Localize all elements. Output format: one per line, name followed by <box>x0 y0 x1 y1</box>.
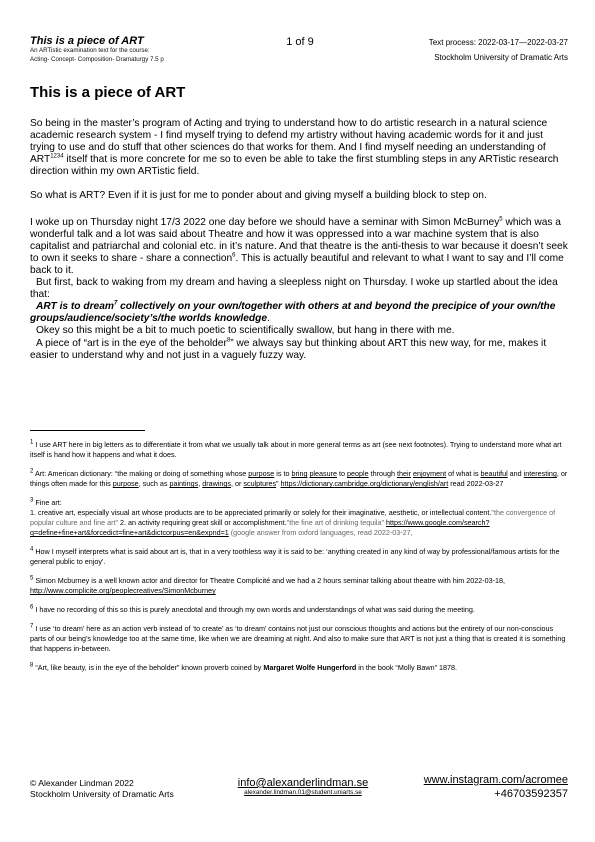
footnote-text: of what is <box>446 469 481 478</box>
quote-text-a: ART is to dream <box>36 301 114 313</box>
page-title: This is a piece of ART <box>30 84 186 101</box>
footnote-text: 2. an activity requiring great skill or accomplishment. <box>118 518 287 527</box>
footnote-text: , or <box>231 479 244 488</box>
paragraph-6 <box>30 338 570 362</box>
footnote-text: ” <box>276 479 281 488</box>
header-institution: Stockholm University of Dramatic Arts <box>434 53 568 62</box>
p6-text-a: A piece of “art is in the eye of the beholder <box>36 337 227 349</box>
footnote-number: 6 <box>30 604 34 611</box>
footnote-text: read 2022-03-27 <box>448 479 504 488</box>
footnote-text: I use ‘to dream’ here as an action verb instead of ‘to create’ as ‘to dream’ contains not just our conscious thoughts and actions but the entirety of our non-conscious parts of our being’s knowledge too at the same time, like when we are dreaming at night. And also to make sure that ART is not just a thing that is created it is something that happens in-between. <box>30 624 566 653</box>
footnote-number: 4 <box>30 546 34 553</box>
footnote-text: Art: American dictionary: “the making or doing of something whose <box>33 469 249 478</box>
p3-footnote-ref-5[interactable]: 5 <box>499 216 503 223</box>
page-indicator: 1 of 9 <box>286 36 314 48</box>
instagram-link[interactable]: www.instagram.com/acromee <box>423 774 568 786</box>
footnote-text: is to <box>274 469 292 478</box>
footnote-separator <box>30 430 145 431</box>
dictionary-link[interactable]: drawings <box>202 479 231 488</box>
footnote-number: 8 <box>30 662 34 669</box>
p6-text-b: ” we always say but thinking about ART this new way, for me, makes it easier to understand why and not just in a vaguely fuzzy way. <box>30 337 547 361</box>
header-right <box>348 35 568 65</box>
p6-footnote-ref[interactable]: 8 <box>226 337 231 344</box>
p3-footnote-ref-6[interactable]: 6 <box>232 252 236 259</box>
dictionary-link[interactable]: pleasure <box>309 469 338 478</box>
footnote-6 <box>30 605 570 615</box>
example-text: "the convergence of popular culture and fine art" <box>30 508 556 527</box>
dictionary-link[interactable]: bring <box>291 469 308 478</box>
footnote-text: to <box>337 469 348 478</box>
footnote-5 <box>30 576 570 596</box>
dictionary-link[interactable]: sculptures <box>243 479 277 488</box>
paragraph-3 <box>30 217 570 277</box>
p1-text-b: itself that is more concrete for me so to even be able to take the first stumbling steps in any ARTistic research direction within my own ARTistic field. <box>30 154 559 178</box>
footnote-number: 7 <box>30 623 34 630</box>
footnotes <box>30 440 570 682</box>
complicite-url-link[interactable]: http://www.complicite.org/peoplecreatives/SimonMcburney <box>30 586 216 595</box>
example-text: "the fine art of drinking tequila" <box>286 518 385 527</box>
footer-copyright: © Alexander Lindman 2022 <box>30 778 134 788</box>
header-title: This is a piece of ART <box>30 35 144 47</box>
footnote-text: “Art, like beauty, is in the eye of the beholder” known proverb coined by <box>33 663 264 672</box>
source-note: (google answer from oxford languages, read 2022-03-27, <box>228 528 413 537</box>
quote-definition <box>30 301 570 325</box>
header-subtitle-2: Acting- Concept- Composition- Dramaturgy 7.5 p <box>30 55 164 63</box>
footnote-text: through <box>368 469 397 478</box>
dictionary-link[interactable]: purpose <box>112 479 139 488</box>
footnote-text: How I myself interprets what is said about art is, that in a very toothless way it is said to be: ‘anything created in any kind of way by professional/famous artists for the general public to enjoy’. <box>30 547 560 566</box>
footnote-number: 3 <box>30 497 34 504</box>
body-text <box>30 118 570 362</box>
footnote-number: 5 <box>30 575 34 582</box>
p3-text-c: . This is actually beautiful and relevant to what I want to say and I’ll come back to it. <box>30 252 564 276</box>
footnote-text: Simon Mcburney is a well known actor and director for Theatre Complicité and we had a 2 hours seminar talking about theatre with him 2022-03-18, <box>33 576 506 585</box>
header-process-dates: Text process: 2022-03-17—2022-03-27 <box>428 38 568 47</box>
header-left <box>30 35 250 64</box>
quote-text-b: collectively on your own/together with others at and beyond the precipice of your own/the groups/audience/society’s/the worlds knowledge <box>30 301 556 325</box>
header-subtitle-1: An ARTistic examination text for the course: <box>30 47 150 54</box>
paragraph-5: Okey so this might be a bit to much poetic to scientifically swallow, but hang in there with me. <box>36 325 455 337</box>
quote-footnote-ref[interactable]: 7 <box>113 300 118 307</box>
footnote-2 <box>30 469 570 489</box>
paragraph-1 <box>30 118 570 178</box>
footnote-7 <box>30 624 570 654</box>
dictionary-link[interactable]: enjoyment <box>412 469 447 478</box>
dictionary-link[interactable]: purpose <box>248 469 275 478</box>
dictionary-link[interactable]: interesting <box>523 469 557 478</box>
phone-number: +46703592357 <box>494 788 568 800</box>
footnote-text: 1. creative art, especially visual art whose products are to be appreciated primarily or solely for their imaginative, aesthetic, or intellectual content. <box>30 508 492 517</box>
author-name: Margaret Wolfe Hungerford <box>263 663 357 672</box>
footnote-text: I use ART here in big letters as to differentiate it from what we usually talk about in more general terms as art (see next footnotes). Trying to understand more what art itself is hand how it happens and what it does. <box>30 440 562 459</box>
footnote-text: , or things often made for this <box>30 469 568 488</box>
footnote-number: 2 <box>30 468 34 475</box>
footer-center <box>228 777 378 796</box>
footnote-text: , <box>198 479 203 488</box>
footnote-number: 1 <box>30 439 34 446</box>
footnote-text: Fine art: <box>33 498 62 507</box>
dictionary-link[interactable]: paintings <box>169 479 199 488</box>
footnote-text: in the book “Molly Bawn” 1878. <box>356 663 457 672</box>
p3-text-b: which was a wonderful talk and a lot was said about Theatre and how it was oppressed into a war machine system that is also capitalist and patriarchal and colonial etc. in it’s nature. And that theatre is the anti-thesis to war because it doesn’t seek to own it seeks to share - share a connection <box>30 216 568 264</box>
footnote-4 <box>30 547 570 567</box>
p1-text-a: So being in the master’s program of Acting and trying to understand how to do artistic research in a natural science academic research system - I find myself trying to defend my artistry without having academic words for it and just trying to use and do stuff that other sciences do that works for them. And I find myself needing an understanding of ART <box>30 118 548 166</box>
p3-text-a: I woke up on Thursday night 17/3 2022 one day before we should have a seminar with Simon McBurney <box>30 216 500 228</box>
footnote-8 <box>30 663 570 673</box>
student-email-link[interactable]: alexander.lindman.01@student.uniarts.se <box>244 789 362 796</box>
p1-footnote-ref[interactable]: 1234 <box>50 153 64 160</box>
footnote-text: I have no recording of this so this is purely anecdotal and through my own words and understandings of what was said during the meeting. <box>33 605 475 614</box>
email-link[interactable]: info@alexanderlindman.se <box>237 777 369 789</box>
footer-institution: Stockholm University of Dramatic Arts <box>30 788 174 799</box>
paragraph-2: So what is ART? Even if it is just for me to ponder about and giving myself a building block to step on. <box>30 190 487 202</box>
dictionary-link[interactable]: their <box>396 469 411 478</box>
footnote-3 <box>30 498 570 538</box>
footnote-text: and <box>507 469 524 478</box>
paragraph-4: But first, back to waking from my dream and having a sleepless night on Thursday. I woke up startled about the idea that: <box>30 277 558 301</box>
footer-left <box>30 778 174 799</box>
footnote-1 <box>30 440 570 460</box>
footer-right <box>424 773 568 801</box>
dictionary-link[interactable]: people <box>347 469 369 478</box>
footnote-text: , such as <box>138 479 170 488</box>
quote-end: . <box>267 313 270 325</box>
google-url-link[interactable]: https://www.google.com/search?q=define+fine+art&forcedict=fine+art&dictcorpus=en&expnd=1 <box>30 518 490 537</box>
dictionary-link[interactable]: beautiful <box>480 469 508 478</box>
cambridge-url-link[interactable]: https://dictionary.cambridge.org/dictionary/english/art <box>280 479 449 488</box>
